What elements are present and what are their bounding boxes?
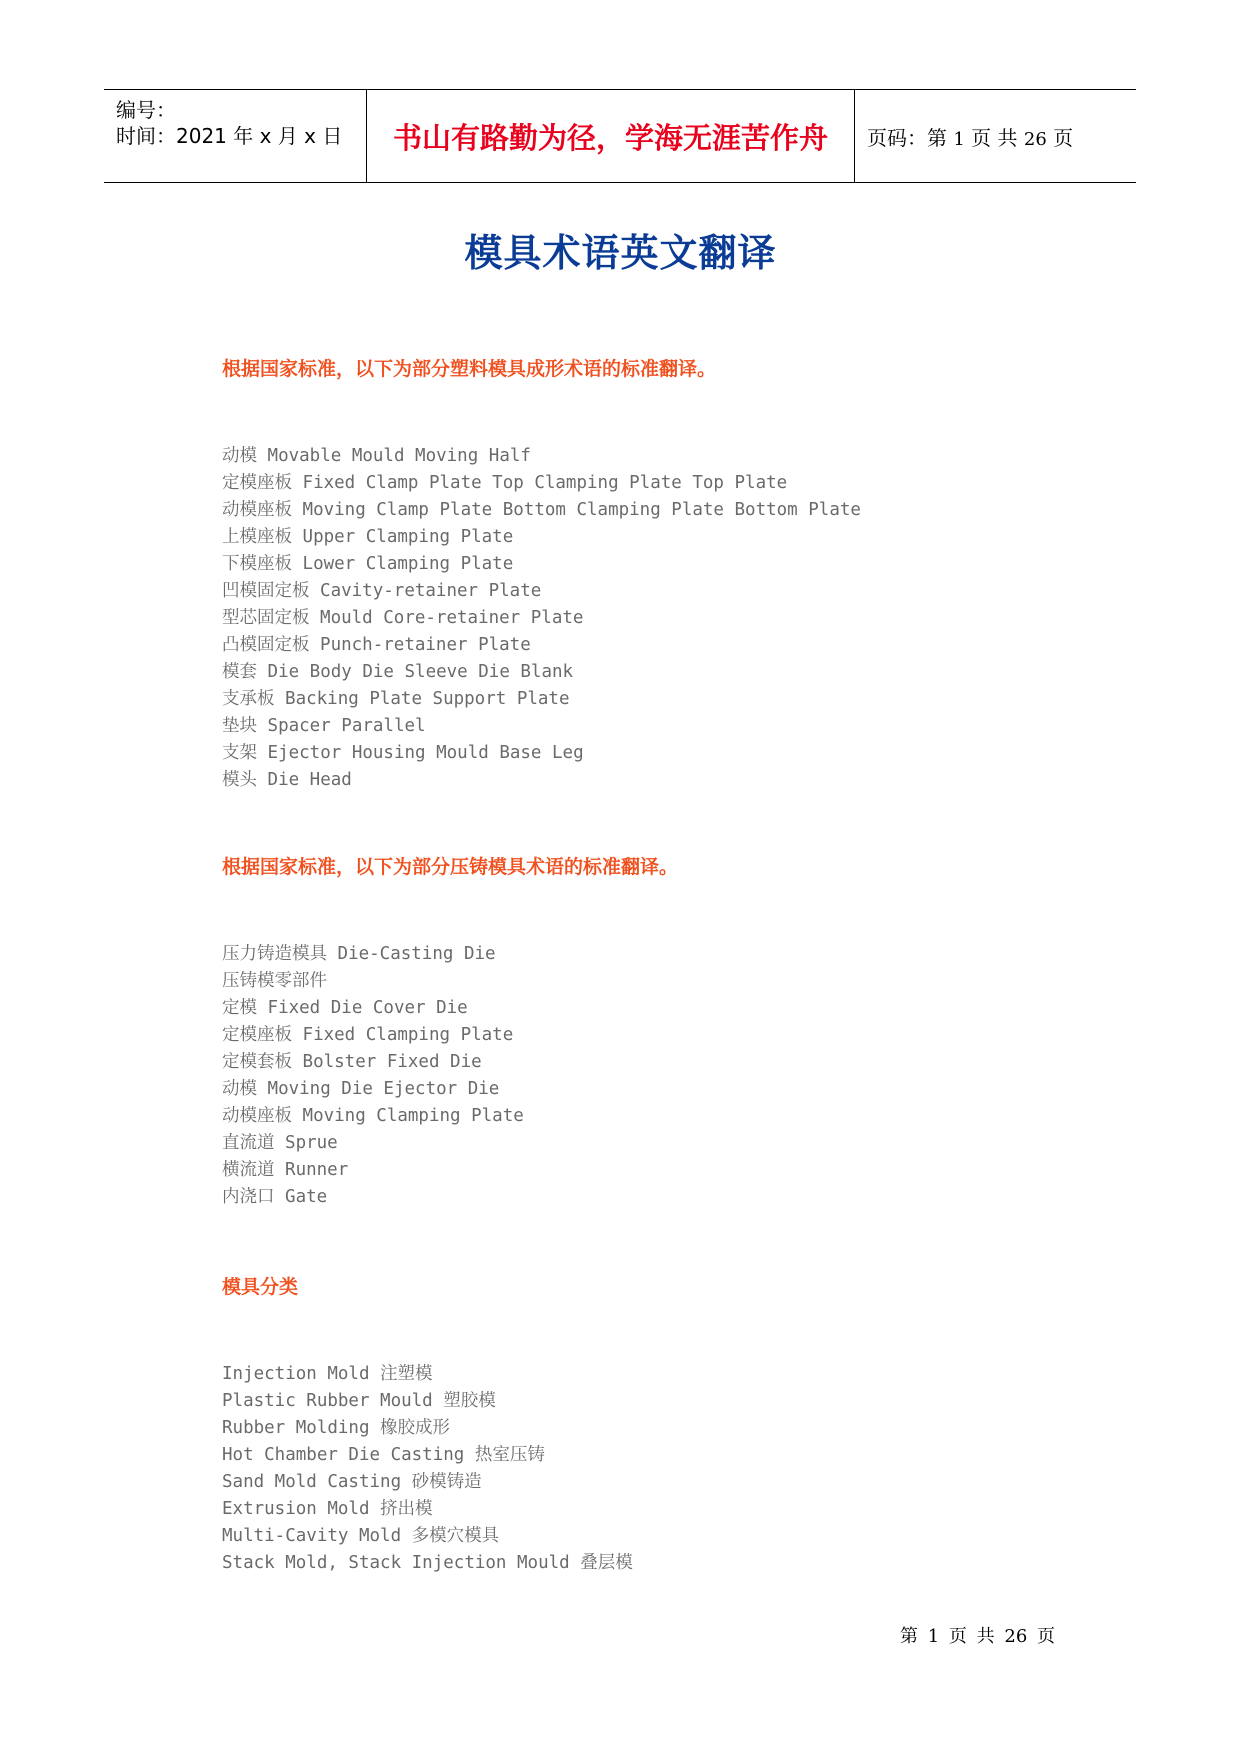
term-item: Extrusion Mold 挤出模: [222, 1499, 433, 1519]
term-item: Plastic Rubber Mould 塑胶模: [222, 1391, 496, 1411]
header-motto-cell: [367, 90, 855, 182]
section-heading-die-casting: 根据国家标准，以下为部分压铸模具术语的标准翻译。: [222, 856, 679, 878]
term-item: 定模座板 Fixed Clamping Plate: [222, 1025, 514, 1045]
term-item: 内浇口 Gate: [222, 1187, 328, 1207]
term-item: 支架 Ejector Housing Mould Base Leg: [222, 743, 584, 763]
header-page-cell: [855, 90, 1136, 182]
term-list-plastic-mould: [222, 443, 861, 794]
footer-middle: 页 共: [948, 1626, 995, 1647]
footer-total-pages: 26: [1004, 1626, 1028, 1647]
term-item: 直流道 Sprue: [222, 1133, 338, 1153]
page-code-prefix: 页码：第: [867, 125, 947, 150]
footer-current-page: 1: [927, 1626, 940, 1647]
term-item: Hot Chamber Die Casting 热室压铸: [222, 1445, 545, 1465]
term-item: 支承板 Backing Plate Support Plate: [222, 689, 570, 709]
term-item: 定模套板 Bolster Fixed Die: [222, 1052, 482, 1072]
page-header: [104, 89, 1136, 183]
term-item: 压铸模零部件: [222, 971, 327, 991]
section-heading-mould-classification: 模具分类: [222, 1276, 299, 1298]
header-meta-cell: [104, 90, 367, 182]
term-item: 凸模固定板 Punch-retainer Plate: [222, 635, 531, 655]
term-item: Multi-Cavity Mold 多模穴模具: [222, 1526, 500, 1546]
term-item: 定模 Fixed Die Cover Die: [222, 998, 468, 1018]
term-item: 凹模固定板 Cavity-retainer Plate: [222, 581, 542, 601]
page-code-suffix: 页: [1053, 125, 1074, 150]
term-item: 型芯固定板 Mould Core-retainer Plate: [222, 608, 584, 628]
document-number-label: 编号：: [116, 98, 176, 122]
term-item: 下模座板 Lower Clamping Plate: [222, 554, 514, 574]
document-time-label: 时间：2021 年 x 月 x 日: [116, 124, 343, 148]
header-motto: 书山有路勤为径，学海无涯苦作舟: [392, 120, 828, 155]
term-item: 动模座板 Moving Clamp Plate Bottom Clamping Plate Bottom Plate: [222, 500, 861, 520]
term-item: Rubber Molding 橡胶成形: [222, 1418, 451, 1438]
page-code-current: 1: [953, 128, 965, 150]
term-item: Stack Mold, Stack Injection Mould 叠层模: [222, 1553, 633, 1573]
term-item: Injection Mold 注塑模: [222, 1364, 433, 1384]
term-item: Sand Mold Casting 砂模铸造: [222, 1472, 482, 1492]
term-item: 模套 Die Body Die Sleeve Die Blank: [222, 662, 574, 682]
term-item: 动模 Movable Mould Moving Half: [222, 446, 531, 466]
term-item: 模头 Die Head: [222, 770, 352, 790]
page-footer: [900, 1622, 1055, 1648]
term-item: 垫块 Spacer Parallel: [222, 716, 426, 736]
footer-suffix: 页: [1037, 1626, 1056, 1647]
page-code-middle: 页 共: [971, 125, 1018, 150]
term-list-die-casting: [222, 941, 524, 1211]
section-heading-plastic-mould: 根据国家标准，以下为部分塑料模具成形术语的标准翻译。: [222, 358, 717, 380]
term-item: 压力铸造模具 Die-Casting Die: [222, 944, 496, 964]
term-item: 动模座板 Moving Clamping Plate: [222, 1106, 524, 1126]
document-title: 模具术语英文翻译: [464, 230, 777, 275]
page-code-total: 26: [1023, 128, 1047, 150]
term-item: 上模座板 Upper Clamping Plate: [222, 527, 514, 547]
header-page-code: [867, 122, 1073, 151]
footer-prefix: 第: [900, 1626, 918, 1647]
term-item: 定模座板 Fixed Clamp Plate Top Clamping Plate Top Plate: [222, 473, 788, 493]
term-item: 横流道 Runner: [222, 1160, 349, 1180]
term-item: 动模 Moving Die Ejector Die: [222, 1079, 500, 1099]
term-list-mould-classification: [222, 1361, 633, 1577]
